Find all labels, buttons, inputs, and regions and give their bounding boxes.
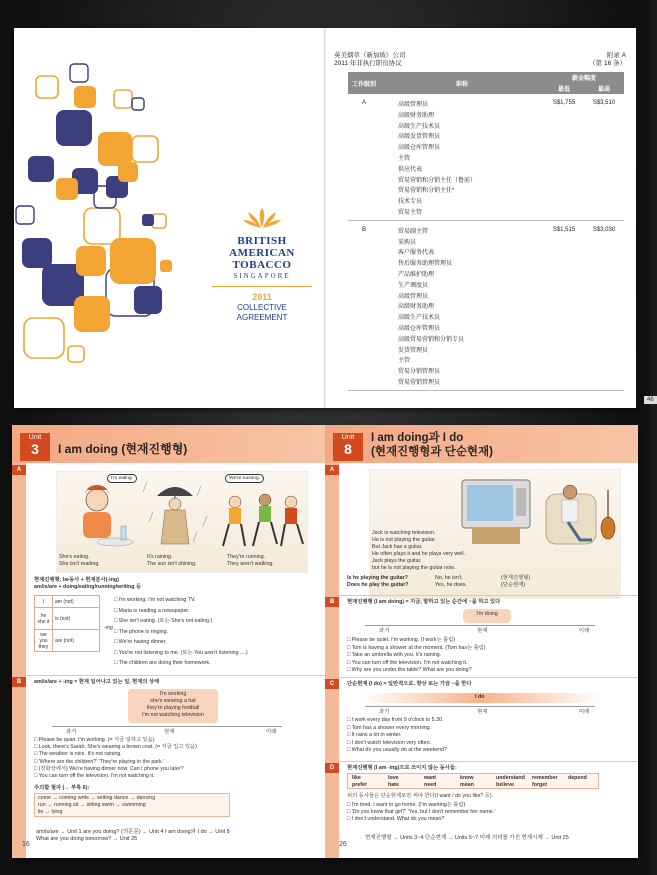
top-spread [14,28,654,408]
agreement-line1: COLLECTIVE [237,303,287,312]
agreement-line2: AGREEMENT [236,313,288,322]
be-verb-table [34,595,100,652]
job-title: 高级生产技术员 [398,315,441,322]
unit-badge [20,433,50,461]
example-text: But Jack has a guitar. [372,544,423,550]
section-a-marker: A [325,465,339,475]
example-text: but he is not playing the guitar now. [372,565,456,571]
logo-line3: SINGAPORE [233,272,291,280]
q-simple-note: (단순현재) [501,582,525,588]
page-header-left [334,52,406,68]
page-number-16: 16 [22,841,30,848]
bullet-icon: □ [34,765,39,772]
example-text: He is not playing the guitar. [372,537,436,543]
stative-verbs-box [347,773,599,789]
example-sentence [347,725,431,732]
example-text: I work every day from 9 o'clock to 5.30. [351,717,444,723]
unit-badge [333,433,363,461]
section-a-marker: A [12,465,26,475]
col-max: 最高 [584,83,624,94]
appendix-label: 附录 A [606,52,626,59]
stative-verb: hate [388,782,399,788]
unit-number: 8 [344,441,352,457]
example-sentence [34,766,184,773]
grade-cell: B [348,220,380,390]
job-title: 贸易营销管理员 [398,379,441,386]
stative-verb: prefer [352,782,368,788]
unit-header [12,425,325,463]
example-text: The phone is ringing. [118,628,169,635]
b-heading: am/is/are + -ing = 현재 일어나고 있는 일, 현재의 상태 [34,679,160,685]
salary-row [348,220,624,390]
unit-number: 3 [31,441,39,457]
job-title: 高级财务助理 [398,304,435,311]
job-title: 采购员 [398,239,417,246]
salary-row [348,94,624,220]
rule-line-1: 현재진행형: be동사 + 현재분사(-ing) [34,577,119,583]
bullet-icon: □ [347,739,352,746]
example-text: You're not listening to me. (또는 You aren't listening ....) [118,649,248,656]
job-title: 高级财务助理 [398,112,435,119]
example-text: 'Where are the children?' 'They're playing in the park.' [38,758,165,765]
job-title: 发货管理员 [398,347,429,354]
example-sentence [114,650,248,657]
stative-verb: believe [496,782,514,788]
b-now-caption [128,689,218,723]
salary-table [348,72,624,391]
example-sentence [372,565,455,572]
titles-cell [380,94,544,220]
example-text: I don't understand. What do you mean? [351,816,445,823]
bullet-icon: □ [347,652,352,658]
stative-verb: mean [460,782,474,788]
stative-verb: understand [496,775,525,781]
job-title: 客户服务代表 [398,250,435,257]
stative-verb: need [424,782,437,788]
example-sentence [347,667,472,674]
caption-running-1: They're running. [227,554,266,560]
example-sentence [114,639,167,646]
section-b-marker: B [325,597,339,607]
job-title: 高级仓库管理员 [398,325,441,332]
col-min: 最低 [544,83,584,94]
min-salary: S$1,515 [544,220,584,390]
job-title: 主管 [398,358,411,365]
job-title: 高级管理员 [398,293,429,300]
example-sentence [347,740,431,747]
example-text: Tom is having a shower at the moment. (Tom has는 틀림) [351,644,486,651]
page-header-right [589,52,626,68]
col-grade: 工作级别 [348,72,380,94]
bullet-icon: □ [114,607,119,614]
section-d-marker: D [325,763,339,773]
crossref-2: What are you doing tomorrow? → Unit 25 [36,836,138,842]
logo-divider [212,286,312,287]
b-heading: 현재진행형 (I am doing) = 지금, 말하고 있는 순간에 ~을 하고 있다 [347,599,501,605]
job-title: 高级生产技术员 [398,123,441,130]
example-sentence [347,732,401,739]
bullet-icon: □ [34,773,39,779]
example-sentence [372,558,421,565]
unit8-page [325,425,638,858]
pronoun-i: I [35,596,53,608]
job-title: 贸易营销和分销主任* [398,188,455,195]
bullet-icon: □ [34,758,39,765]
max-salary: S$3,030 [584,220,624,390]
b-now-caption: I'm doing [463,609,511,623]
example-text: Maria is reading a newspaper. [118,607,190,614]
example-text: The weather is nice. It's not raining. [38,751,122,758]
example-sentence [347,747,447,754]
caption-raining-2: The sun isn't shining. [147,561,197,567]
bullet-icon: □ [347,717,352,723]
q-simple: Does he play the guitar? [347,582,409,588]
clause-label: （第 16 条） [589,60,626,67]
be-am: am (not) [53,596,100,608]
example-sentence [114,597,195,604]
titles-cell [380,220,544,390]
job-title: 高级管理员 [398,102,429,108]
bottom-spread [12,425,638,858]
stative-verb: want [424,775,437,781]
be-are: are (not) [53,630,100,652]
agreement-cover-page [14,28,325,408]
col-title: 职称 [380,72,544,94]
section-divider-d [339,761,638,762]
example-text: You can turn off the television. I'm not watching it. [38,773,155,779]
timeline-b [365,625,595,626]
spell-3: lie → lying [38,809,63,815]
side-band [12,463,26,858]
example-sentence [114,608,189,615]
spell-2: run → running sit → sitting swim → swimming [38,802,146,808]
timeline-future: 미래 [266,729,277,735]
timeline-now-c: 현재 [477,709,488,715]
illustration-people [56,471,308,573]
stative-verb: remember [532,775,558,781]
unit-label: Unit [28,434,42,441]
stative-verb: know [460,775,474,781]
example-sentence [347,660,467,667]
agreement-name: 2011 年非执行职员协议 [334,60,402,67]
timeline-b [52,726,282,727]
bullet-icon: □ [347,809,352,816]
example-text: I don't watch television very often. [351,739,432,746]
bullet-icon: □ [114,660,119,666]
col-salary: 薪金幅度 [544,72,624,83]
salary-table-page [326,28,654,408]
illustration-figures [57,472,309,552]
example-text: We're having dinner. [118,639,167,645]
bat-leaf-emblem-icon [242,206,282,230]
bullet-icon: □ [114,628,119,635]
example-text: It rains a lot in winter. [351,732,402,738]
job-title: 贸易主管 [398,209,423,216]
pronoun-we-you-they: we you they [35,630,53,652]
bullet-icon: □ [347,667,352,673]
example-sentence [347,717,443,724]
bullet-icon: □ [347,637,352,643]
example-sentence [34,744,197,751]
spelling-note: 주의할 철자 (→ 부록 6): [34,785,90,791]
min-salary: S$1,755 [544,94,584,220]
job-title: 贸易营销和分销主任（鲁前） [398,177,477,184]
bullet-icon: □ [347,644,352,651]
example-text: (전화상에서) We're having dinner now. Can I phone you later? [38,765,184,772]
example-sentence [372,544,423,551]
stative-verb: love [388,775,399,781]
example-sentence [347,652,441,659]
example-text: Jack is watching television. [372,530,436,536]
unit-header [325,425,638,463]
job-title: 生产调度员 [398,282,429,289]
job-title: 贸易副主管 [398,228,429,235]
bullet-icon: □ [347,659,352,666]
ing-suffix: -ing [104,625,113,631]
example-text: She isn't eating. (또는 She's not eating.) [118,618,213,624]
decorative-squares [14,28,214,408]
timeline-now: 현재 [164,729,175,735]
example-sentence [347,637,455,644]
example-sentence [34,737,155,744]
example-text: Please be quiet. I'm working. (I work는 틀림) [351,637,456,643]
bullet-icon: □ [347,747,352,753]
company-name: 英美烟草（新加坡）公司 [334,52,406,59]
bullet-icon: □ [114,639,119,645]
pronoun-he-she-it: he she it [35,608,53,630]
example-sentence [347,645,486,652]
timeline-c [365,706,595,707]
example-text: Look, there's Sarah. She's wearing a brown coat. (= 지금 입고 있음) [38,744,197,751]
bullet-icon: □ [34,751,39,758]
example-sentence [34,773,154,780]
example-text: Jack plays the guitar, [372,558,422,564]
timeline-now: 현재 [477,628,488,634]
example-sentence [114,618,212,625]
bullet-icon: □ [347,724,352,731]
example-text: Why are you under the table? What are you doing? [351,667,472,673]
example-text: He often plays it and he plays very well. [372,551,466,557]
job-title: 供应代表 [398,166,423,173]
q-continuous-answer: No, he isn't. [435,575,463,581]
example-sentence [34,759,164,766]
job-title: 技术专员 [398,199,423,206]
unit-title: I am doing (현재진행형) [58,442,188,456]
bullet-icon: □ [114,597,119,603]
example-text: The children are doing their homework. [118,660,211,666]
job-title: 主管 [398,155,411,162]
caption-running-2: They aren't walking. [227,561,274,567]
crossref-1: am/is/are → Unit 1 are you doing? (의문문) → Unit 4 I am doing와 I do → Unit 8 [36,829,230,835]
b-cap-2: she's wearing a hat [150,698,196,704]
example-text: I'm working. I'm not watching TV. [118,597,196,603]
c-caption: I do [475,694,485,700]
unit-title-1: I am doing과 I do [371,432,464,444]
example-text: You can turn off the television. I'm not watching it. [351,659,468,666]
bullet-icon: □ [114,649,119,656]
b-cap-4: I'm not watching television [142,712,204,718]
example-text: 'Do you know that girl?' 'Yes, but I don't remember her name.' [351,809,496,816]
example-sentence [347,809,495,816]
example-sentence [34,751,122,758]
c-heading: 단순현재 (I do) = 일반적으로, 항상 또는 가끔 ~을 한다 [347,681,472,687]
job-title: 产品维护助理 [398,271,435,278]
side-band [325,463,339,858]
bullet-icon: □ [114,618,119,624]
example-sentence [372,537,436,544]
example-text: Take an umbrella with you. It's raining. [351,652,442,658]
speech-bubble-eating: I'm eating. [107,474,137,483]
example-text: I'm tired. I want to go home. (I'm wanting은 틀림) [351,802,466,808]
logo-line2: TOBACCO [232,259,292,271]
job-title: 贸易分销管理员 [398,369,441,376]
bullet-icon: □ [347,802,352,808]
bullet-icon: □ [34,744,39,751]
stative-verb: forget [532,782,548,788]
example-sentence [347,816,444,823]
bat-logo [207,206,317,323]
job-title: 高级发货管理员 [398,134,441,141]
job-title: 售后服务助理管理员 [398,261,453,268]
unit-title-2: (현재진행형과 단순현재) [371,446,493,458]
q-simple-answer: Yes, he does. [435,582,467,588]
job-title: 高级仓库管理员 [398,145,441,152]
section-b-marker: B [12,677,26,687]
unit3-page [12,425,325,858]
section-divider-c [339,677,638,678]
unit-label: Unit [341,434,355,441]
example-text: Tom has a shower every morning. [351,724,432,731]
bullet-icon: □ [347,732,352,738]
caption-eating-1: She's eating. [59,554,90,560]
logo-line1: BRITISH AMERICAN [229,235,295,259]
q-continuous: Is he playing the guitar? [347,575,408,581]
d-note: 위의 동사들은 단순현재로만 써야 한다(I want / do you like? 등). [347,793,494,799]
q-continuous-note: (현재진행형) [501,575,531,581]
caption-eating-2: She isn't reading. [59,561,100,567]
crossref: 현재진행형 → Units 3~4 단순현재 → Units 5~7 미래 의미를 가진 현재시제 → Unit 25 [365,835,569,841]
example-sentence [372,530,436,537]
page-number-26: 26 [339,841,347,848]
spelling-box [34,793,230,817]
timeline-future-c: 미래 [579,709,590,715]
example-sentence [114,629,168,636]
section-c-marker: C [325,679,339,689]
max-salary: S$3,510 [584,94,624,220]
agreement-year: 2011 [252,292,272,302]
unit-title [371,431,493,459]
rule-line-2: am/is/are + doing/eating/running/writing 등 [34,584,142,590]
bullet-icon: □ [347,816,352,823]
example-text: Please be quiet. I'm working. (= 지금 일하고 있음) [38,737,155,743]
example-sentence [372,551,465,558]
timeline-past: 과거 [66,729,77,735]
page-number: 46 [644,396,657,404]
example-sentence [347,802,465,809]
caption-raining-1: It's raining. [147,554,173,560]
section-divider-b [339,595,638,596]
b-cap-3: they're playing football [146,705,200,711]
stative-verb: like [352,775,361,781]
timeline-past: 과거 [379,628,390,634]
timeline-future: 미래 [579,628,590,634]
example-sentence [114,660,210,667]
speech-bubble-running: We're running. [225,474,264,483]
spell-1: come → coming write → writing dance → dancing [38,795,156,801]
grade-cell: A [348,94,380,220]
stative-verb: depend [568,775,587,781]
bullet-icon: □ [34,737,39,743]
section-divider-b [26,675,325,676]
timeline-past-c: 과거 [379,709,390,715]
job-title: 高级贸易营销和分销专员 [398,336,465,343]
example-text: What do you usually do at the weekend? [351,747,448,753]
d-heading: 현재진행형 (I am -ing)으로 쓰이지 않는 동사들: [347,765,457,771]
b-cap-1: I'm working [159,691,187,697]
be-is: is (not) [53,608,100,630]
